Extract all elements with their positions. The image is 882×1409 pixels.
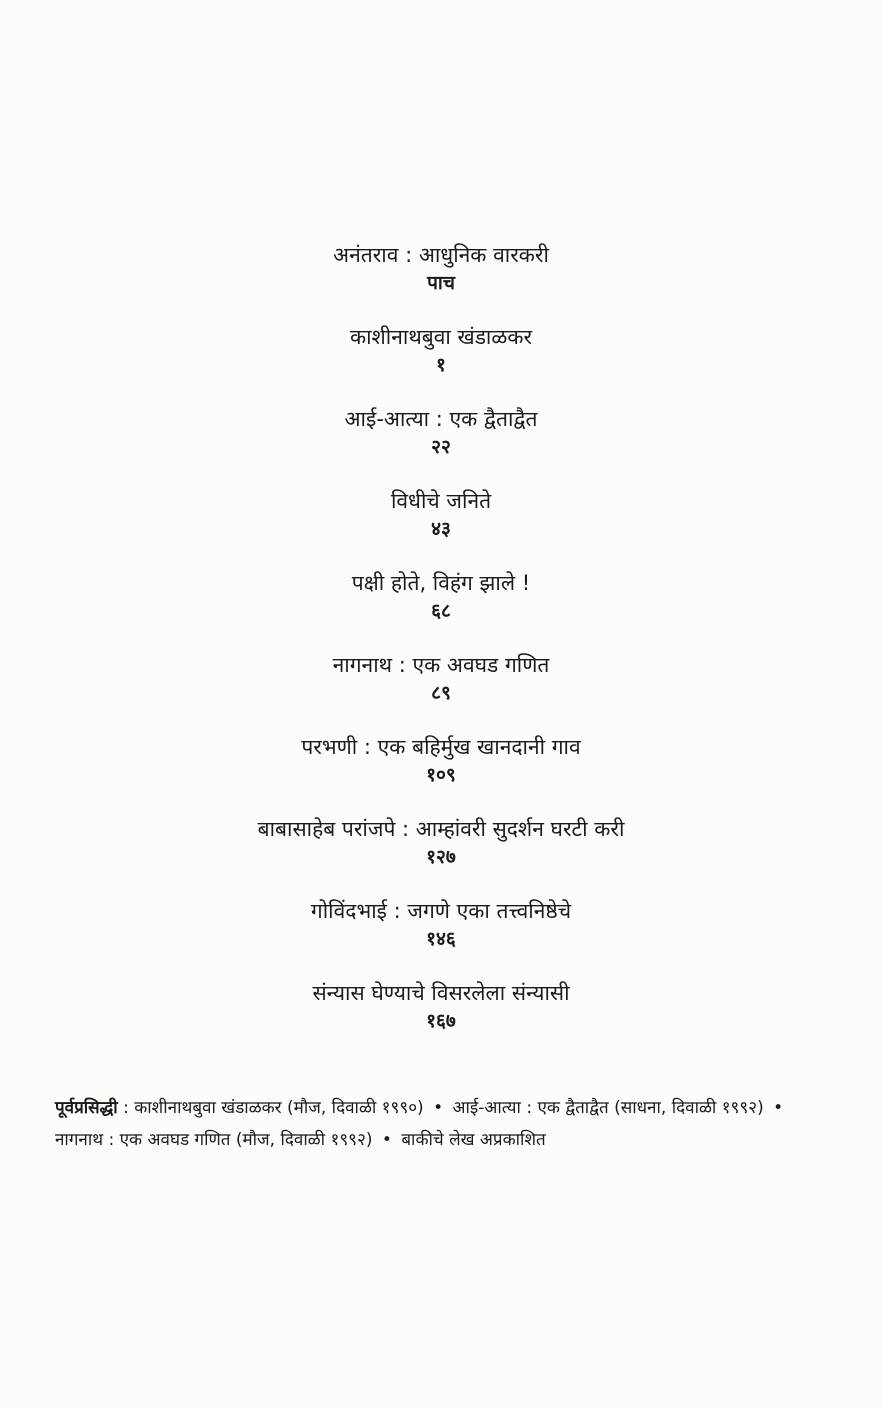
toc-entry-title: काशीनाथबुवा खंडाळकर <box>349 325 533 349</box>
toc-entry-title: पक्षी होते, विहंग झाले ! <box>351 571 531 595</box>
toc-entry <box>0 732 882 788</box>
bullet-separator: • <box>773 1098 784 1118</box>
toc-entry <box>0 404 882 460</box>
toc-entry <box>0 814 882 870</box>
prior-publication-note <box>55 1092 835 1156</box>
credit-item: बाकीचे लेख अप्रकाशित <box>401 1130 546 1150</box>
credit-item: नागनाथ : एक अवघड गणित (मौज, दिवाळी १९९२) <box>55 1130 373 1150</box>
toc-entry-page: १४६ <box>426 928 456 950</box>
table-of-contents <box>0 240 882 1060</box>
credit-item: आई-आत्या : एक द्वैताद्वैत (साधना, दिवाळी १९९२) <box>452 1098 764 1118</box>
toc-entry-page: पाच <box>427 272 455 294</box>
toc-entry <box>0 322 882 378</box>
toc-entry-title: विधीचे जनिते <box>390 489 492 513</box>
toc-entry-title: संन्यास घेण्याचे विसरलेला संन्यासी <box>312 981 570 1005</box>
toc-entry-title: गोविंदभाई : जगणे एका तत्त्वनिष्ठेचे <box>310 899 572 923</box>
toc-entry-page: ८९ <box>431 682 451 704</box>
toc-entry <box>0 240 882 296</box>
toc-entry <box>0 568 882 624</box>
toc-entry <box>0 650 882 706</box>
toc-entry-page: १६७ <box>426 1010 456 1032</box>
label-separator: : <box>117 1098 135 1118</box>
toc-entry-page: ४३ <box>431 518 451 540</box>
toc-entry-page: २२ <box>431 436 451 458</box>
prior-publication-label: पूर्वप्रसिद्धी <box>55 1098 118 1118</box>
toc-entry-title: परभणी : एक बहिर्मुख खानदानी गाव <box>301 735 581 759</box>
bullet-separator: • <box>381 1130 392 1150</box>
toc-entry <box>0 896 882 952</box>
toc-entry-page: १ <box>436 354 446 376</box>
toc-entry-title: अनंतराव : आधुनिक वारकरी <box>333 243 549 267</box>
credit-item: काशीनाथबुवा खंडाळकर (मौज, दिवाळी १९९०) <box>134 1098 424 1118</box>
toc-entry-title: आई-आत्या : एक द्वैताद्वैत <box>344 407 538 431</box>
toc-entry <box>0 486 882 542</box>
toc-entry <box>0 978 882 1034</box>
toc-entry-page: १०९ <box>426 764 456 786</box>
toc-entry-page: १२७ <box>426 846 456 868</box>
toc-entry-title: नागनाथ : एक अवघड गणित <box>332 653 550 677</box>
bullet-separator: • <box>433 1098 444 1118</box>
toc-entry-page: ६८ <box>431 600 451 622</box>
toc-entry-title: बाबासाहेब परांजपे : आम्हांवरी सुदर्शन घरटी करी <box>257 817 625 841</box>
